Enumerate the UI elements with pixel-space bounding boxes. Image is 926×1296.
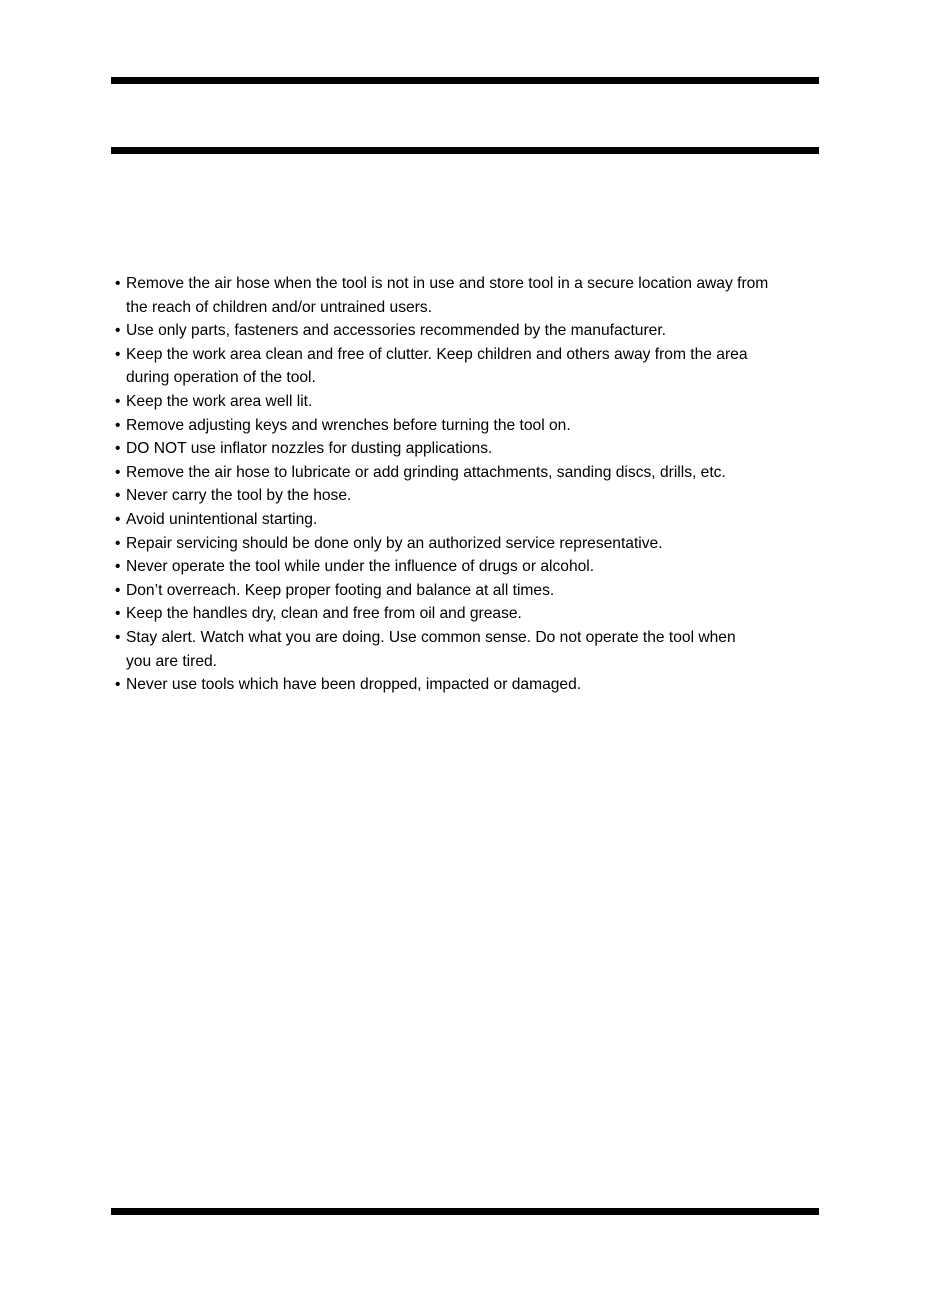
list-item-line: during operation of the tool.	[126, 369, 316, 387]
bullet-icon: •	[115, 392, 121, 410]
bullet-icon: •	[115, 322, 121, 340]
list-item-line: you are tired.	[126, 652, 218, 670]
list-item-line: Keep the work area well lit.	[126, 392, 313, 410]
bullet-icon: •	[115, 275, 121, 292]
list-item	[115, 319, 830, 343]
bullet-icon: •	[115, 463, 121, 481]
bullet-icon: •	[115, 487, 121, 505]
list-item	[115, 461, 830, 485]
bullet-icon: •	[115, 510, 121, 528]
list-item-line: Remove adjusting keys and wrenches before turning the tool on.	[126, 416, 571, 434]
bullet-icon: •	[115, 628, 121, 646]
list-item-line: Never use tools which have been dropped, impacted or damaged.	[126, 676, 582, 694]
list-item	[115, 555, 830, 579]
header-rule-top	[111, 77, 819, 84]
list-item	[115, 484, 830, 508]
list-item-line: Remove the air hose when the tool is not in use and store tool in a secure location away from	[126, 275, 769, 292]
list-item	[115, 414, 830, 438]
list-item-line: Avoid unintentional starting.	[126, 510, 318, 528]
list-item	[115, 532, 830, 556]
list-item-line: Keep the handles dry, clean and free from oil and grease.	[126, 605, 522, 623]
list-item-line: Repair servicing should be done only by an authorized service representative.	[126, 534, 663, 552]
list-item	[115, 602, 830, 626]
list-item	[115, 272, 830, 319]
list-item	[115, 626, 830, 673]
list-item	[115, 508, 830, 532]
safety-instructions-list	[115, 272, 830, 697]
list-item	[115, 579, 830, 603]
list-item-line: Remove the air hose to lubricate or add grinding attachments, sanding discs, drills, etc.	[126, 463, 726, 481]
list-item-line: DO NOT use inflator nozzles for dusting applications.	[126, 440, 493, 458]
list-item-line: Use only parts, fasteners and accessories recommended by the manufacturer.	[126, 322, 666, 340]
list-item-line: the reach of children and/or untrained users.	[126, 298, 432, 316]
bullet-icon: •	[115, 581, 121, 599]
list-item-line: Stay alert. Watch what you are doing. Use common sense. Do not operate the tool when	[126, 628, 736, 646]
list-item-line: Keep the work area clean and free of clutter. Keep children and others away from the area	[126, 345, 748, 363]
header-rule-bottom	[111, 147, 819, 154]
list-item-line: Don’t overreach. Keep proper footing and balance at all times.	[126, 581, 555, 599]
bullet-icon: •	[115, 534, 121, 552]
bullet-icon: •	[115, 440, 121, 458]
bullet-icon: •	[115, 676, 121, 694]
bullet-icon: •	[115, 345, 121, 363]
bullet-icon: •	[115, 558, 121, 576]
bullet-icon: •	[115, 416, 121, 434]
bullet-icon: •	[115, 605, 121, 623]
list-item	[115, 390, 830, 414]
list-item	[115, 343, 830, 390]
list-item-line: Never operate the tool while under the influence of drugs or alcohol.	[126, 558, 595, 576]
list-item	[115, 437, 830, 461]
list-item-line: Never carry the tool by the hose.	[126, 487, 352, 505]
footer-rule	[111, 1208, 819, 1215]
list-item	[115, 673, 830, 697]
